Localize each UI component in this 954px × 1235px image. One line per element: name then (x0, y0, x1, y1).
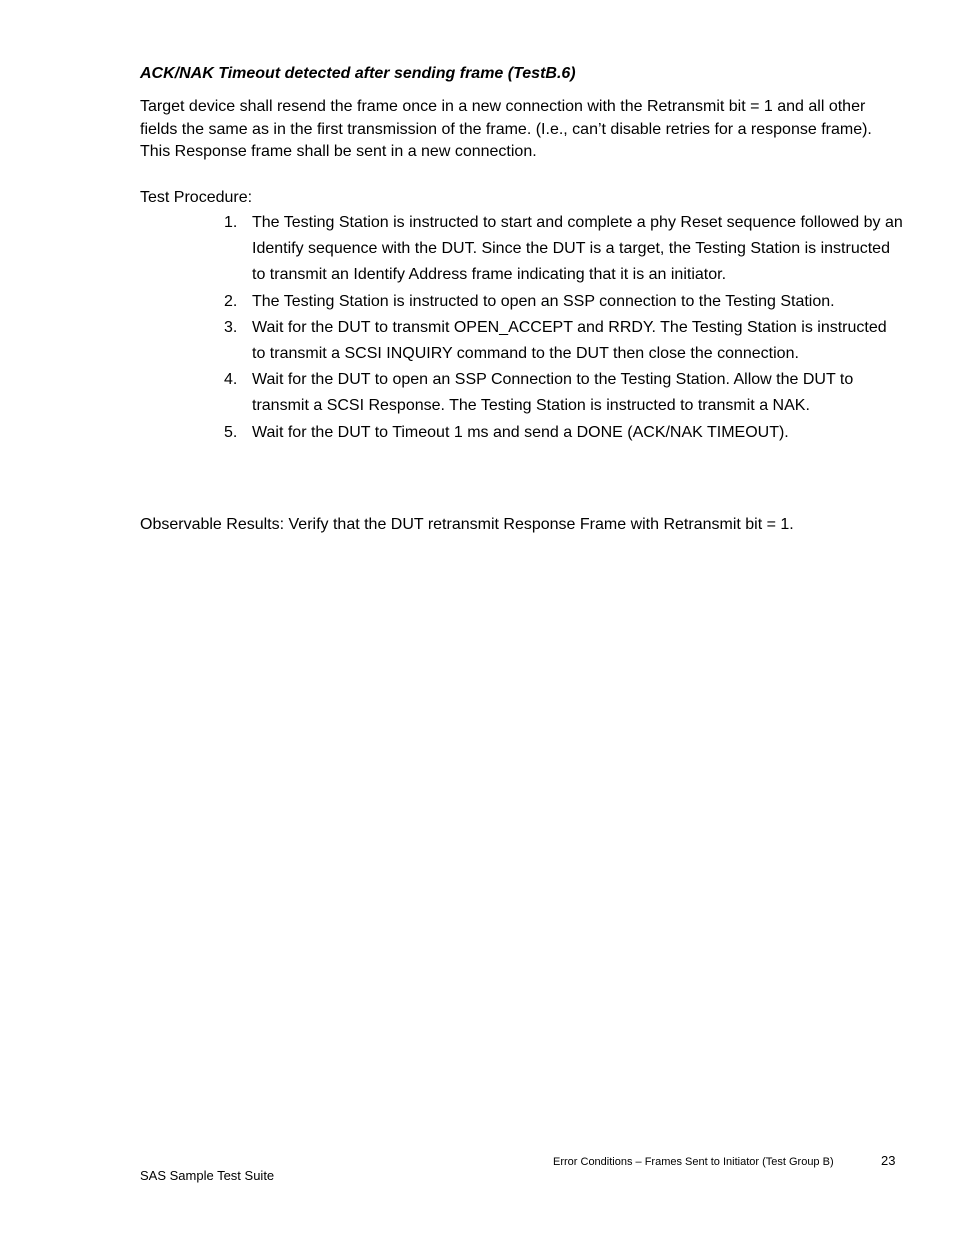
procedure-step (224, 210, 904, 289)
step-text: The Testing Station is instructed to open an SSP connection to the Testing Station. (252, 292, 835, 310)
step-number: 1. (224, 214, 238, 231)
procedure-step (224, 289, 904, 315)
procedure-steps-list (224, 210, 904, 446)
step-text: Wait for the DUT to open an SSP Connection to the Testing Station. Allow the DUT to transmit a SCSI Response. The Testing Station is instructed to transmit a NAK. (252, 371, 854, 415)
step-number: 5. (224, 423, 238, 441)
step-text: Wait for the DUT to Timeout 1 ms and send a DONE (ACK/NAK TIMEOUT). (252, 423, 789, 441)
step-number: 4. (224, 371, 238, 389)
procedure-step (224, 420, 904, 446)
procedure-step (224, 315, 904, 367)
step-number: 3. (224, 318, 238, 336)
section-heading: ACK/NAK Timeout detected after sending frame (TestB.6) (140, 65, 576, 82)
procedure-label: Test Procedure: (140, 189, 253, 206)
procedure-step (224, 367, 904, 419)
step-text: Wait for the DUT to transmit OPEN_ACCEPT and RRDY. The Testing Station is instructed to transmit a SCSI INQUIRY command to the DUT then close the connection. (252, 318, 887, 363)
step-text: The Testing Station is instructed to start and complete a phy Reset sequence followed by an Identify sequence with the DUT. Since the DUT is a target, the Testing Station is instructed to transmit an Identify Address frame indicating that it is an initiator. (252, 214, 903, 284)
step-number: 2. (224, 292, 238, 310)
observable-results: Observable Results: Verify that the DUT retransmit Response Frame with Retransmit bit = 1. (140, 516, 794, 533)
footer-page-number: 23 (881, 1153, 896, 1168)
intro-paragraph: Target device shall resend the frame once in a new connection with the Retransmit bit = 1 and all other fields the same as in the first transmission of the frame. (I.e., can’t disable retries for a response frame). This Response frame shall be sent in a new connection. (140, 98, 872, 160)
footer-suite-name: SAS Sample Test Suite (140, 1168, 275, 1183)
footer-section-title: Error Conditions – Frames Sent to Initiator (Test Group B) (553, 1156, 834, 1168)
